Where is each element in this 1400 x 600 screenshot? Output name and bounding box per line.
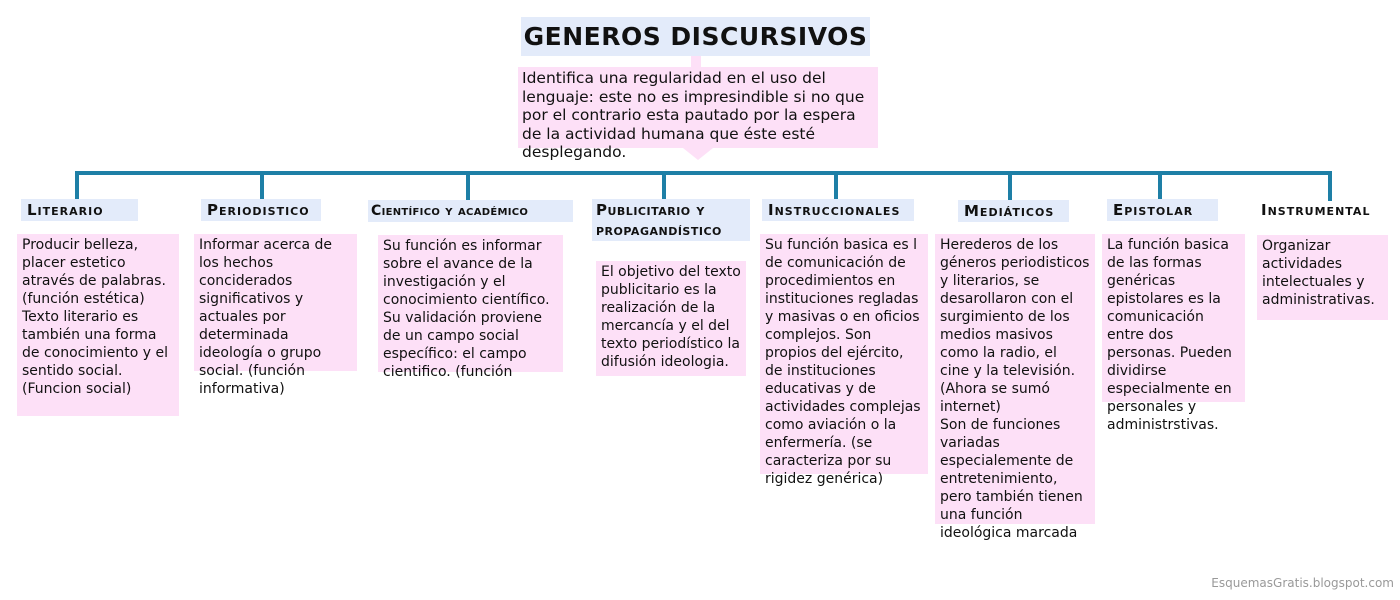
category-cientifico-y-academico: Científico y académico: [368, 200, 573, 222]
category-literario: Literario: [21, 199, 138, 221]
description-cientifico-y-academico: Su función es informar sobre el avance de la investigación y el conocimiento científico. Su validación proviene de un campo social específico: el campo cientifico. (función: [378, 235, 563, 372]
description-instrumental: Organizar actividades intelectuales y administrativas.: [1257, 235, 1388, 320]
title-box: [521, 17, 870, 56]
category-epistolar: Epistolar: [1107, 199, 1218, 221]
category-publicitario-y-propagandistico: Publicitario y propagandístico: [592, 199, 750, 241]
category-instrumental: Instrumental: [1261, 201, 1371, 219]
category-instruccionales: Instruccionales: [762, 199, 914, 221]
description-literario: Producir belleza, placer estetico através de palabras. (función estética) Texto literario es también una forma de conocimiento y el sentido social. (Funcion social): [17, 234, 179, 416]
category-periodistico: Periodistico: [201, 199, 321, 221]
credit-text: EsquemasGratis.blogspot.com: [1211, 576, 1394, 590]
description-epistolar: La función basica de las formas genéricas epistolares es la comunicación entre dos personas. Pueden dividirse especialmente en personales y administrstivas.: [1102, 234, 1245, 402]
description-mediaticos: Herederos de los géneros periodisticos y literarios, se desarollaron con el surgimiento de los medios masivos como la radio, el cine y la televisión. (Ahora se sumó internet) Son de funciones variadas especialemente de entretenimiento, pero también tienen una función ideológica marcada: [935, 234, 1095, 524]
description-publicitario-y-propagandistico: El objetivo del texto publicitario es la realización de la mercancía y el del texto periodístico la difusión ideologia.: [596, 261, 746, 376]
category-mediaticos: Mediáticos: [958, 200, 1069, 222]
description-instruccionales: Su función basica es l de comunicación de procedimientos en instituciones regladas y masivas o en oficios complejos. Son propios del ejército, de instituciones educativas y de actividades complejas como aviación o la enfermería. (se caracteriza por su rigidez genérica): [760, 234, 928, 474]
page-title: GENEROS DISCURSIVOS: [523, 22, 868, 51]
intro-note: Identifica una regularidad en el uso del lenguaje: este no es impresindible si no que por el contrario esta pautado por la espera de la actividad humana que éste esté desplegando.: [518, 67, 878, 148]
description-periodistico: Informar acerca de los hechos conciderados significativos y actuales por determinada ideología o grupo social. (función informativa): [194, 234, 357, 371]
